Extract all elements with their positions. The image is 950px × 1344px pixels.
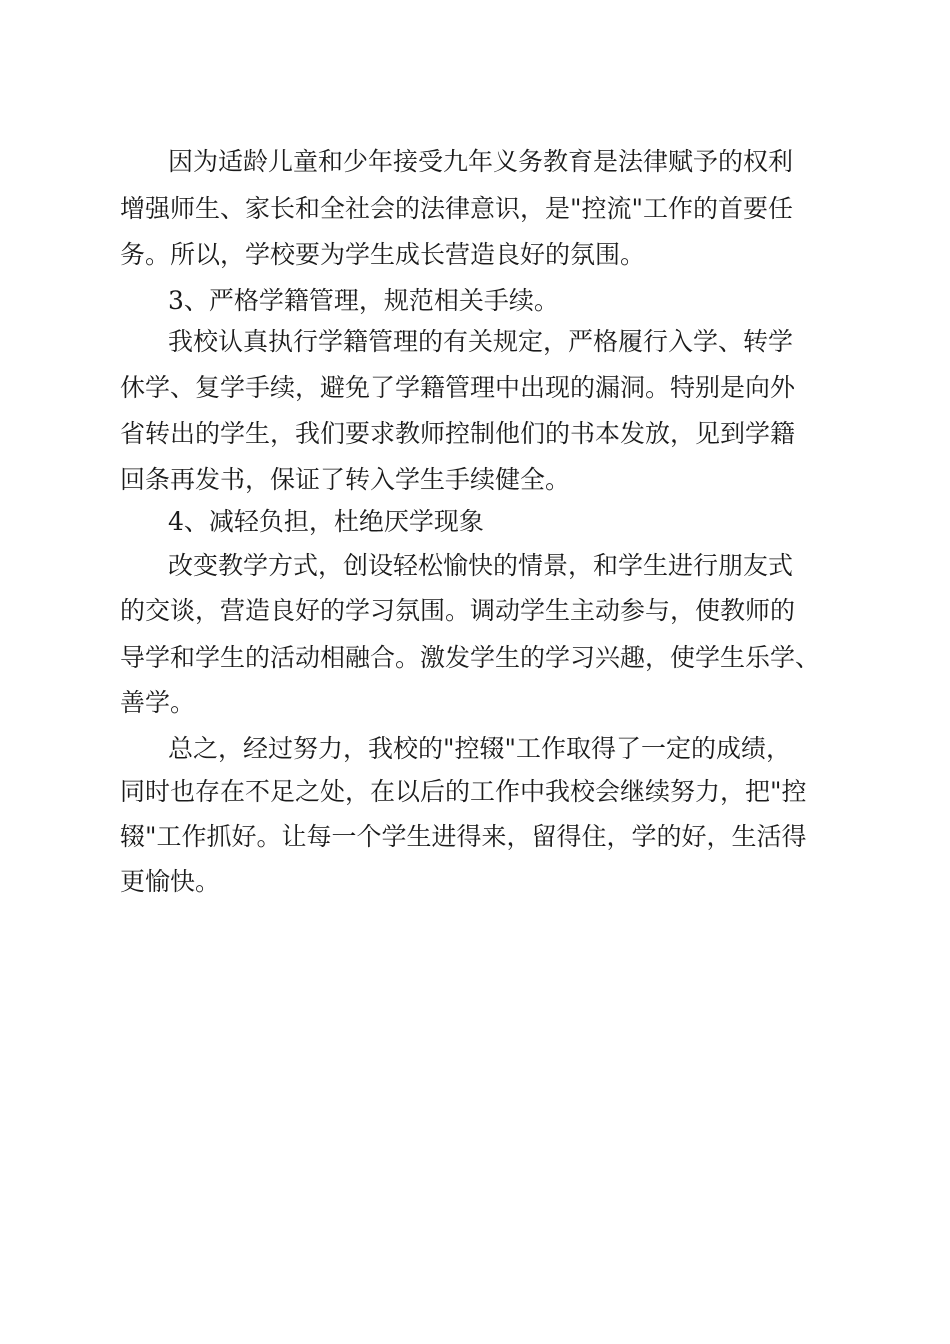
paragraph-line: 辍"工作抓好。让每一个学生进得来，留得住，学的好，生活得: [120, 822, 807, 851]
paragraph-line: 同时也存在不足之处，在以后的工作中我校会继续努力，把"控: [120, 777, 807, 806]
section-heading: 4、减轻负担，杜绝厌学现象: [168, 507, 484, 536]
paragraph-line: 的交谈，营造良好的学习氛围。调动学生主动参与，使教师的: [120, 596, 796, 625]
paragraph-line: 回条再发书，保证了转入学生手续健全。: [120, 465, 571, 494]
section-heading: 3、严格学籍管理，规范相关手续。: [168, 286, 559, 315]
paragraph-line: 休学、复学手续，避免了学籍管理中出现的漏洞。特别是向外: [120, 373, 796, 402]
paragraph-line: 善学。: [120, 688, 196, 717]
paragraph-line: 我校认真执行学籍管理的有关规定，严格履行入学、转学: [168, 327, 794, 356]
paragraph-line: 导学和学生的活动相融合。激发学生的学习兴趣，使学生乐学、: [120, 643, 821, 672]
paragraph-line: 增强师生、家长和全社会的法律意识，是"控流"工作的首要任: [120, 194, 794, 223]
paragraph-line: 更愉快。: [120, 867, 221, 896]
paragraph-line: 省转出的学生，我们要求教师控制他们的书本发放，见到学籍: [120, 419, 796, 448]
paragraph-line: 务。所以，学校要为学生成长营造良好的氛围。: [120, 240, 646, 269]
paragraph-line: 总之，经过努力，我校的"控辍"工作取得了一定的成绩，: [168, 734, 792, 763]
paragraph-line: 因为适龄儿童和少年接受九年义务教育是法律赋予的权利: [168, 147, 794, 176]
paragraph-line: 改变教学方式，创设轻松愉快的情景，和学生进行朋友式: [168, 551, 794, 580]
